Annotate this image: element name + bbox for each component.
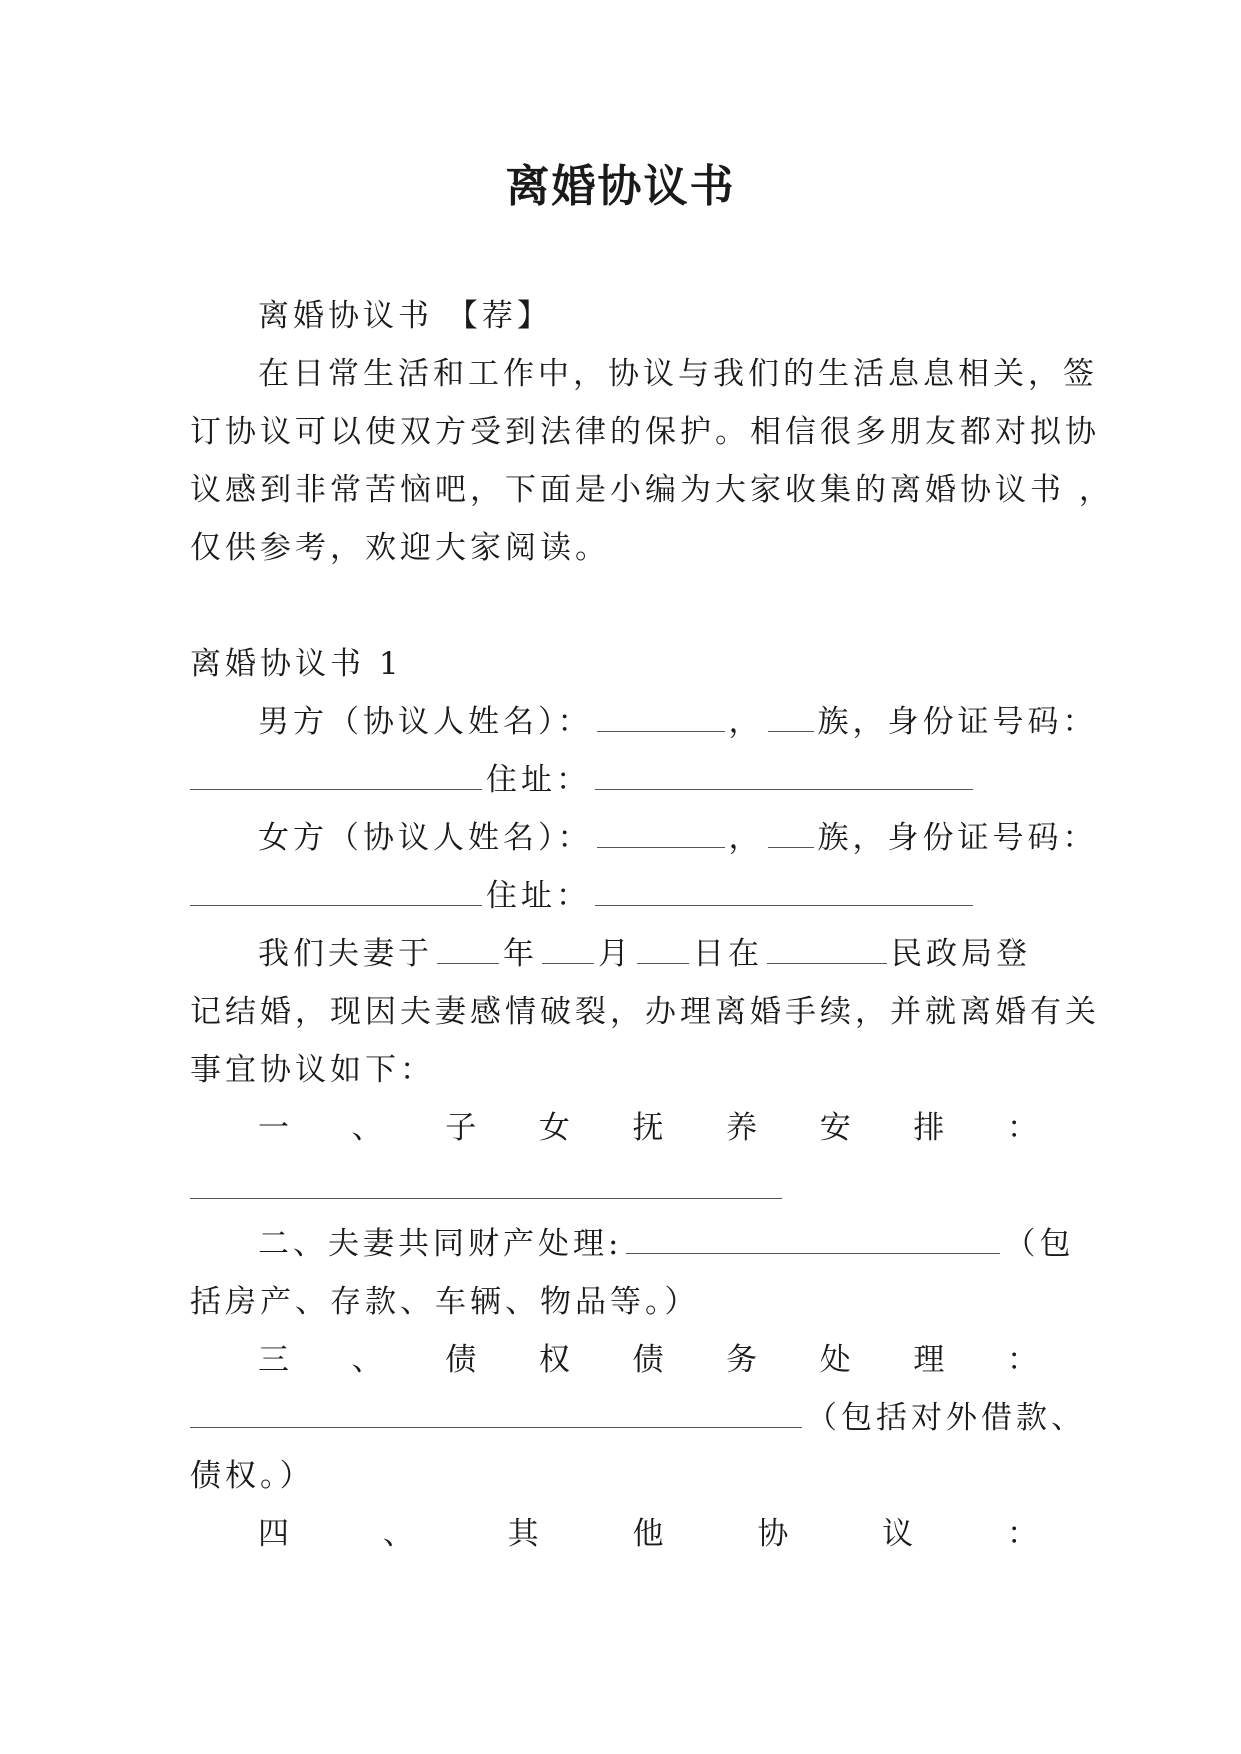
item-2-blank[interactable] bbox=[626, 1225, 1000, 1254]
item-1-char: ： bbox=[1007, 1110, 1038, 1146]
item-3-blank[interactable] bbox=[190, 1399, 802, 1428]
item-1-blank[interactable] bbox=[190, 1198, 782, 1199]
male-sep: ， bbox=[728, 704, 764, 740]
item-1-char: 排 bbox=[913, 1110, 945, 1146]
male-party-line bbox=[258, 702, 1098, 742]
item-4-char: 他 bbox=[632, 1516, 664, 1552]
bureau-label: 民政局登 bbox=[891, 936, 1031, 972]
intro-line-2: 订协议可以使双方受到法律的保护。相信很多朋友都对拟协 bbox=[190, 414, 1100, 450]
intro-line-4: 仅供参考，欢迎大家阅读。 bbox=[190, 530, 610, 566]
item-1-char: 安 bbox=[819, 1110, 851, 1146]
year-blank[interactable] bbox=[437, 935, 499, 964]
item-2-note-line: 括房产、存款、车辆、物品等。） bbox=[190, 1284, 700, 1320]
female-party-line bbox=[258, 818, 1098, 858]
female-sep: ， bbox=[728, 820, 764, 856]
year-label: 年 bbox=[503, 936, 538, 972]
item-3-blank-line bbox=[190, 1398, 1086, 1438]
item-2-label: 二、夫妻共同财产处理: bbox=[258, 1226, 623, 1262]
item-1-char: 养 bbox=[726, 1110, 758, 1146]
male-address-blank[interactable] bbox=[595, 761, 973, 790]
item-1-heading bbox=[258, 1108, 1038, 1148]
item-4-char: 其 bbox=[507, 1516, 539, 1552]
item-3-char: 债 bbox=[445, 1342, 477, 1378]
item-4-char: 协 bbox=[757, 1516, 789, 1552]
section-title: 离婚协议书 1 bbox=[190, 646, 403, 682]
item-1-char: 、 bbox=[351, 1110, 383, 1146]
female-party-label: 女方（协议人姓名）： bbox=[258, 820, 593, 856]
bureau-blank[interactable] bbox=[767, 935, 887, 964]
female-ethnic-blank[interactable] bbox=[768, 819, 814, 848]
female-ethnic-label: 族，身份证号码： bbox=[817, 820, 1098, 856]
item-2-line bbox=[258, 1224, 1075, 1264]
item-3-char: 权 bbox=[538, 1342, 570, 1378]
item-2-note: （包 bbox=[1004, 1226, 1075, 1262]
month-label: 月 bbox=[598, 936, 633, 972]
female-name-blank[interactable] bbox=[597, 819, 725, 848]
female-address-label: 住址： bbox=[486, 878, 591, 914]
item-3-note-line: 债权。） bbox=[190, 1458, 315, 1494]
marriage-line-1 bbox=[258, 934, 1070, 974]
month-blank[interactable] bbox=[542, 935, 594, 964]
male-id-blank[interactable] bbox=[190, 761, 482, 790]
item-4-char: 四 bbox=[258, 1516, 289, 1552]
marriage-line-3: 事宜协议如下： bbox=[190, 1052, 435, 1088]
item-3-char: 债 bbox=[632, 1342, 664, 1378]
male-ethnic-label: 族，身份证号码： bbox=[817, 704, 1098, 740]
male-address-line bbox=[190, 760, 1070, 800]
item-3-note: （包括对外借款、 bbox=[806, 1400, 1086, 1436]
female-address-line bbox=[190, 876, 1070, 916]
female-id-blank[interactable] bbox=[190, 877, 482, 906]
item-4-char: ： bbox=[1006, 1516, 1038, 1552]
item-3-char: 务 bbox=[726, 1342, 758, 1378]
item-1-char: 抚 bbox=[632, 1110, 664, 1146]
item-1-char: 女 bbox=[538, 1110, 570, 1146]
item-1-char: 子 bbox=[445, 1110, 477, 1146]
item-1-char: 一 bbox=[258, 1110, 289, 1146]
document-title: 离婚协议书 bbox=[505, 161, 736, 212]
day-blank[interactable] bbox=[637, 935, 689, 964]
item-4-heading bbox=[258, 1514, 1038, 1554]
intro-line-1: 在日常生活和工作中，协议与我们的生活息息相关，签 bbox=[258, 356, 1098, 392]
male-party-label: 男方（协议人姓名）： bbox=[258, 704, 593, 740]
item-3-char: 、 bbox=[351, 1342, 383, 1378]
item-3-char: 处 bbox=[819, 1342, 851, 1378]
item-4-char: 议 bbox=[882, 1516, 914, 1552]
item-4-char: 、 bbox=[382, 1516, 414, 1552]
marriage-text: 我们夫妻于 bbox=[258, 936, 433, 972]
male-address-label: 住址： bbox=[486, 762, 591, 798]
item-3-char: 理 bbox=[913, 1342, 945, 1378]
item-3-char: ： bbox=[1007, 1342, 1038, 1378]
day-label: 日在 bbox=[693, 936, 763, 972]
male-ethnic-blank[interactable] bbox=[768, 703, 814, 732]
marriage-line-2: 记结婚，现因夫妻感情破裂，办理离婚手续，并就离婚有关 bbox=[190, 994, 1100, 1030]
item-3-char: 三 bbox=[258, 1342, 289, 1378]
item-3-heading bbox=[258, 1340, 1038, 1380]
intro-line-3: 议感到非常苦恼吧，下面是小编为大家收集的离婚协议书 ， bbox=[190, 472, 1114, 508]
document-subtitle: 离婚协议书 【荐】 bbox=[258, 298, 552, 334]
female-address-blank[interactable] bbox=[595, 877, 973, 906]
male-name-blank[interactable] bbox=[597, 703, 725, 732]
